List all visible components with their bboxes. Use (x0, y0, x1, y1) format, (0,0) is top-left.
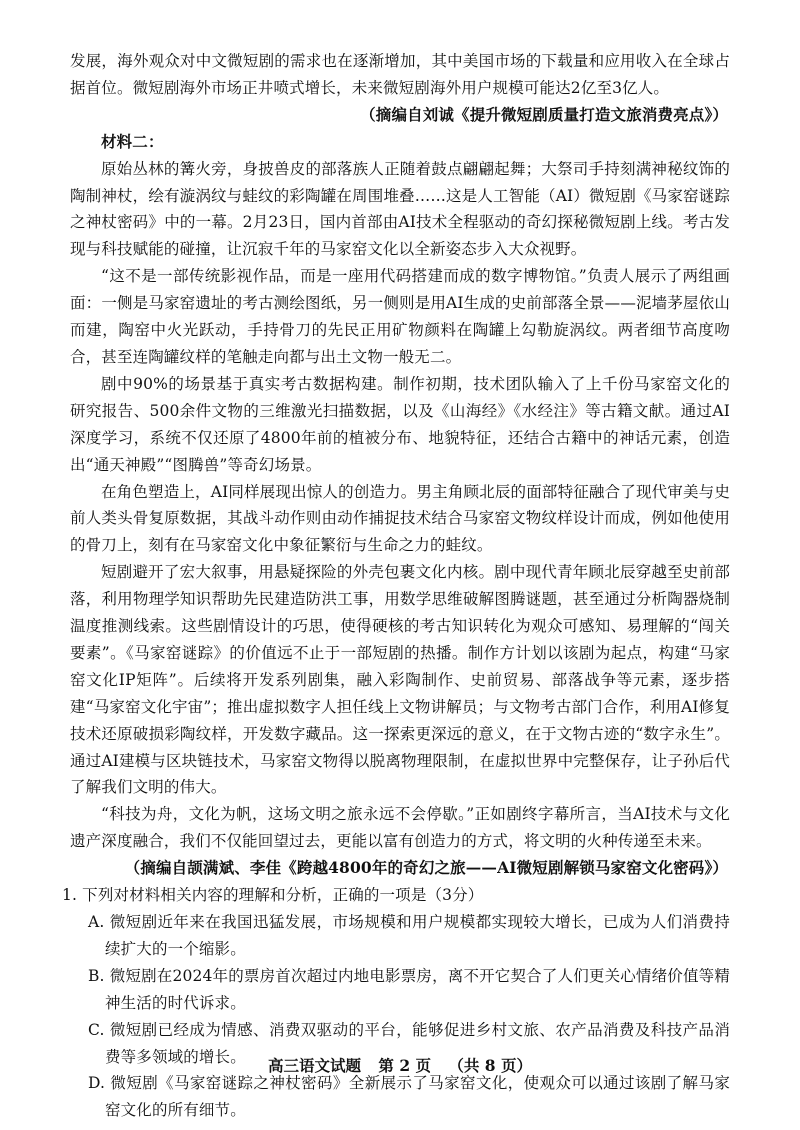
paragraph: 原始丛林的篝火旁，身披兽皮的部落族人正随着鼓点翩翩起舞；大祭司手持刻满神秘纹饰的陶制神杖，绘有漩涡纹与蛙纹的彩陶罐在周围堆叠……这是人工智能（AI）微短剧《马家窑谜踪之神杖密码》中的一幕。2月23日，国内首部由AI技术全程驱动的奇幻探秘微短剧上线。考古发现与科技赋能的碰撞，让沉寂千年的马家窑文化以全新姿态步入大众视野。 (70, 159, 730, 259)
paragraph: 在角色塑造上，AI同样展现出惊人的创造力。男主角顾北辰的面部特征融合了现代审美与史前人类头骨复原数据，其战斗动作则由动作捕捉技术结合马家窑文物纹样设计而成，例如他使用的骨刀上，刻有在马家窑文化中象征繁衍与生命之力的蛙纹。 (70, 482, 730, 555)
paragraph: 剧中90%的场景基于真实考古数据构建。制作初期，技术团队输入了上千份马家窑文化的研究报告、500余件文物的三维激光扫描数据，以及《山海经》《水经注》等古籍文献。通过AI深度学习，系统不仅还原了4800年前的植被分布、地貌特征，还结合古籍中的神话元素，创造出“通天神殿”“图腾兽”等奇幻场景。 (70, 374, 730, 474)
citation-material-1: （摘编自刘诚《提升微短剧质量打造文旅消费亮点》） (360, 104, 728, 124)
paragraph-continued: 发展，海外观众对中文微短剧的需求也在逐渐增加，其中美国市场的下载量和应用收入在全球占据首位。微短剧海外市场正井喷式增长，未来微短剧海外用户规模可能达2亿至3亿人。 (70, 52, 730, 97)
citation-material-2: （摘编自颉满斌、李佳《跨越4800年的奇幻之旅——AI微短剧解锁马家窑文化密码》） (124, 858, 728, 878)
footer-subject: 高三语文试题 (268, 1056, 362, 1075)
paragraph: 短剧避开了宏大叙事，用悬疑探险的外壳包裹文化内核。剧中现代青年顾北辰穿越至史前部落，利用物理学知识帮助先民建造防洪工事，用数学思维破解图腾谜题，甚至通过分析陶器烧制温度推测线索。这些剧情设计的巧思，使得硬核的考古知识转化为观众可感知、易理解的“闯关要素”。《马家窑谜踪》的价值远不止于一部短剧的热播。制作方计划以该剧为起点，构建“马家窑文化IP矩阵”。后续将开发系列剧集，融入彩陶制作、史前贸易、部落战争等元素，逐步搭建“马家窑文化宇宙”；推出虚拟数字人担任线上文物讲解员；与文物考古部门合作，利用AI修复技术还原破损彩陶纹样，开发数字藏品。这一探索更深远的意义，在于文物古迹的“数字永生”。通过AI建模与区块链技术，马家窑文物得以脱离物理限制，在虚拟世界中完整保存，让子孙后代了解我们文明的伟大。 (70, 563, 730, 797)
option-a: A. 微短剧近年来在我国迅猛发展，市场规模和用户规模都实现较大增长，已成为人们消费持续扩大的一个缩影。 (88, 913, 730, 958)
option-c: C. 微短剧已经成为情感、消费双驱动的平台，能够促进乡村文旅、农产品消费及科技产品消费等多领域的增长。 (88, 1020, 730, 1066)
paragraph: “这不是一部传统影视作品，而是一座用代码搭建而成的数字博物馆。”负责人展示了两组画面：一侧是马家窑遗址的考古测绘图纸，另一侧则是用AI生成的史前部落全景——泥墙茅屋依山而建，陶窑中火光跃动，手持骨刀的先民正用矿物颜料在陶罐上勾勒旋涡纹。两者细节高度吻合，甚至连陶罐纹样的笔触走向都与出土文物一般无二。 (70, 267, 730, 366)
paragraph: “科技为舟，文化为帆，这场文明之旅永远不会停歇。”正如剧终字幕所言，当AI技术与文化遗产深度融合，我们不仅能回望过去，更能以富有创造力的方式，将文明的火种传递至未来。 (70, 805, 730, 851)
option-d: D. 微短剧《马家窑谜踪之神杖密码》全新展示了马家窑文化，使观众可以通过该剧了解马家窑文化的所有细节。 (88, 1074, 730, 1120)
material-2-heading: 材料二： (101, 131, 164, 151)
option-b: B. 微短剧在2024年的票房首次超过内地电影票房，离不开它契合了人们更关心情绪价值等精神生活的时代诉求。 (88, 966, 730, 1012)
footer-total-pages: （共 8 页） (448, 1056, 532, 1075)
page-footer (0, 1054, 800, 1076)
footer-page-number: 第 2 页 (378, 1056, 431, 1075)
question-stem: 1. 下列对材料相关内容的理解和分析，正确的一项是（3分） (62, 886, 484, 905)
